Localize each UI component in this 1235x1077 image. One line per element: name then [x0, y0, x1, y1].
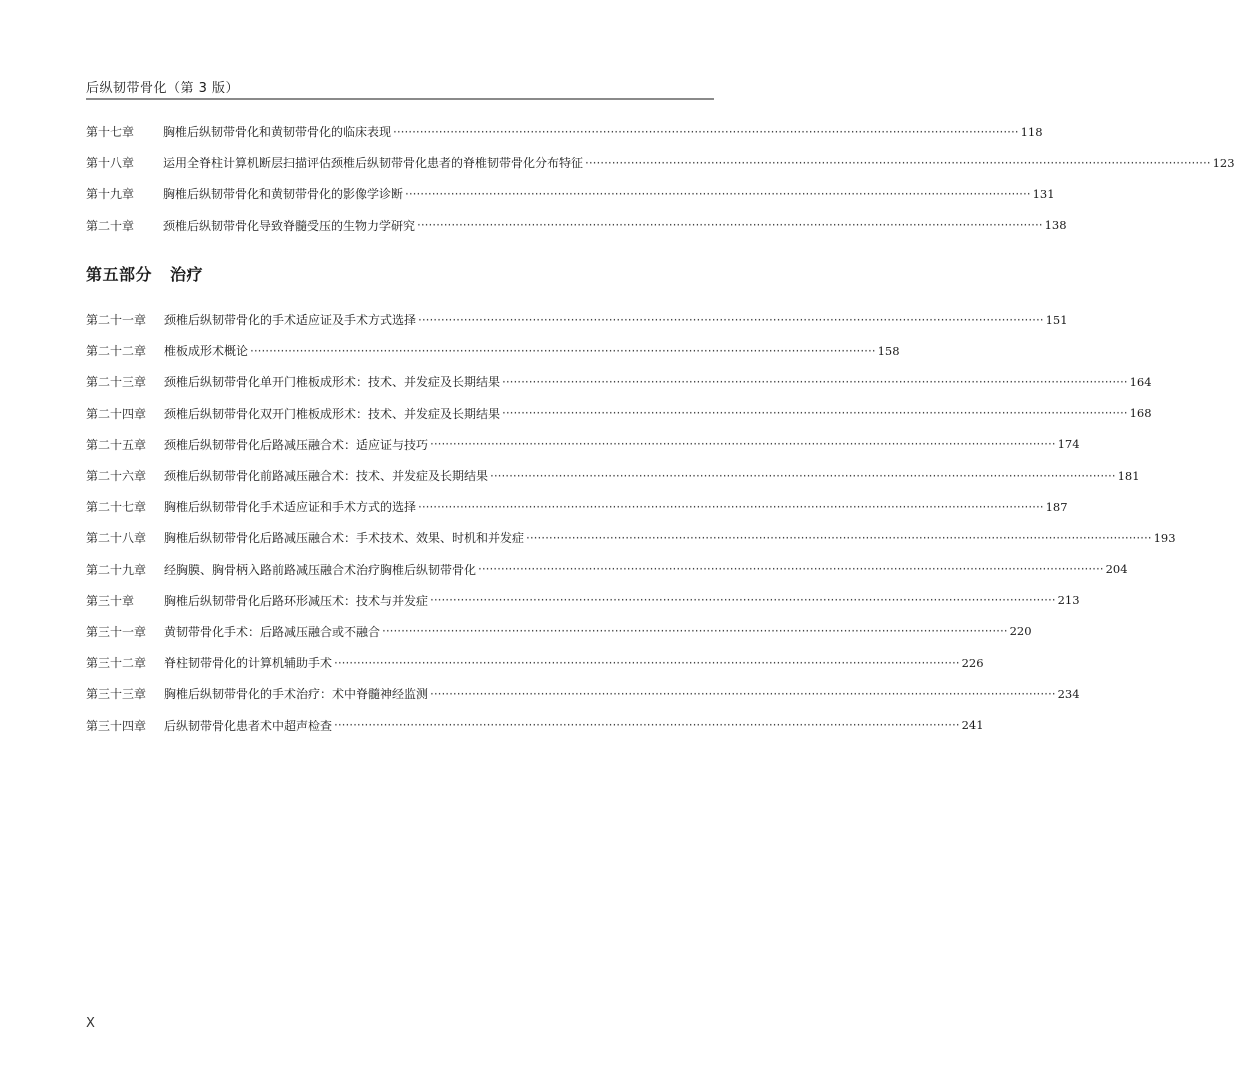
toc-entry[interactable]: [86, 178, 1055, 209]
toc-entry[interactable]: [86, 304, 1068, 335]
section-heading: [86, 262, 203, 285]
toc-entry[interactable]: [86, 522, 1176, 553]
toc-page-number: 168: [1129, 406, 1152, 421]
toc-dot-leader: [393, 125, 1019, 139]
toc-chapter-number: 第三十一章: [86, 624, 147, 639]
toc-chapter-title: 颈椎后纵韧带骨化单开门椎板成形术：技术、并发症及长期结果: [164, 375, 501, 390]
toc-entry[interactable]: [86, 429, 1080, 460]
toc-chapter-title: 胸椎后纵韧带骨化和黄韧带骨化的临床表现: [163, 125, 392, 140]
toc-chapter-number: 第十七章: [86, 125, 135, 140]
toc-chapter-title: 颈椎后纵韧带骨化前路减压融合术：技术、并发症及长期结果: [164, 469, 489, 484]
toc-chapter-number: 第二十九章: [86, 562, 147, 577]
running-header-title: 后纵韧带骨化（第 3 版）: [86, 81, 240, 96]
toc-page-number: 138: [1044, 218, 1067, 233]
toc-chapter-title: 颈椎后纵韧带骨化的手术适应证及手术方式选择: [164, 313, 417, 328]
toc-page-number: 118: [1020, 124, 1043, 139]
toc-page-number: 220: [1009, 624, 1032, 639]
toc-chapter-title: 颈椎后纵韧带骨化后路减压融合术：适应证与技巧: [164, 437, 429, 452]
toc-chapter-number: 第二十二章: [86, 344, 147, 359]
toc-chapter-title: 经胸膜、胸骨柄入路前路减压融合术治疗胸椎后纵韧带骨化: [164, 562, 477, 577]
toc-chapter-number: 第二十一章: [86, 313, 147, 328]
toc-chapter-title: 颈椎后纵韧带骨化导致脊髓受压的生物力学研究: [163, 218, 416, 233]
toc-chapter-title: 后纵韧带骨化患者术中超声检查: [164, 718, 333, 733]
toc-page-number: 226: [961, 655, 984, 670]
toc-entry[interactable]: [86, 210, 1067, 241]
toc-entry[interactable]: [86, 709, 984, 740]
toc-page-number: 187: [1045, 499, 1068, 514]
toc-dot-leader: [490, 469, 1116, 483]
toc-entry[interactable]: [86, 335, 900, 366]
toc-page-number: 164: [1129, 374, 1152, 389]
toc-page-number: 193: [1153, 530, 1176, 545]
toc-chapter-title: 胸椎后纵韧带骨化和黄韧带骨化的影像学诊断: [163, 187, 404, 202]
toc-entry[interactable]: [86, 491, 1068, 522]
toc-dot-leader: [430, 593, 1056, 607]
toc-chapter-number: 第二十六章: [86, 469, 147, 484]
toc-chapter-title: 黄韧带骨化手术：后路减压融合或不融合: [164, 624, 381, 639]
toc-page-number: 174: [1057, 437, 1080, 452]
toc-page-number: 181: [1117, 468, 1140, 483]
toc-dot-leader: [418, 313, 1044, 327]
toc-dot-leader: [430, 687, 1056, 701]
toc-chapter-number: 第二十八章: [86, 531, 147, 546]
toc-chapter-number: 第三十章: [86, 593, 135, 608]
toc-chapter-title: 胸椎后纵韧带骨化后路减压融合术：手术技术、效果、时机和并发症: [164, 531, 525, 546]
toc-entry[interactable]: [86, 398, 1152, 429]
toc-entry[interactable]: [86, 366, 1152, 397]
toc-dot-leader: [502, 375, 1128, 389]
toc-chapter-title: 运用全脊柱计算机断层扫描评估颈椎后纵韧带骨化患者的脊椎韧带骨化分布特征: [163, 156, 584, 171]
toc-dot-leader: [585, 156, 1211, 170]
toc-entry[interactable]: [86, 460, 1140, 491]
toc-chapter-number: 第十八章: [86, 156, 135, 171]
toc-page-number: 241: [961, 718, 984, 733]
toc-dot-leader: [430, 437, 1056, 451]
toc-dot-leader: [478, 562, 1104, 576]
header-rule: [86, 98, 714, 100]
toc-entry[interactable]: [86, 616, 1032, 647]
toc-chapter-title: 胸椎后纵韧带骨化后路环形减压术：技术与并发症: [164, 593, 429, 608]
toc-page-number: 131: [1032, 186, 1055, 201]
toc-chapter-number: 第二十章: [86, 218, 135, 233]
toc-dot-leader: [334, 656, 960, 670]
toc-dot-leader: [250, 344, 876, 358]
toc-chapter-number: 第二十三章: [86, 375, 147, 390]
toc-chapter-number: 第十九章: [86, 187, 135, 202]
toc-chapter-title: 椎板成形术概论: [164, 344, 249, 359]
page-folio: X: [86, 1016, 95, 1031]
toc-entry[interactable]: [86, 147, 1235, 178]
toc-entry[interactable]: [86, 585, 1080, 616]
toc-page-number: 234: [1057, 686, 1080, 701]
toc-page-number: 204: [1105, 562, 1128, 577]
toc-chapter-title: 脊柱韧带骨化的计算机辅助手术: [164, 656, 333, 671]
toc-page-number: 151: [1045, 312, 1068, 327]
toc-list-part-four: [86, 116, 1235, 241]
toc-entry[interactable]: [86, 554, 1128, 585]
toc-chapter-title: 胸椎后纵韧带骨化的手术治疗：术中脊髓神经监测: [164, 687, 429, 702]
section-name: 治疗: [170, 265, 204, 284]
toc-dot-leader: [334, 718, 960, 732]
toc-entry[interactable]: [86, 647, 984, 678]
section-part-label: 第五部分: [86, 265, 153, 284]
toc-page-number: 123: [1212, 155, 1235, 170]
toc-entry[interactable]: [86, 116, 1043, 147]
toc-dot-leader: [526, 531, 1152, 545]
toc-dot-leader: [382, 624, 1008, 638]
toc-list-part-five: [86, 304, 1176, 741]
toc-chapter-number: 第三十四章: [86, 718, 147, 733]
toc-dot-leader: [418, 500, 1044, 514]
toc-dot-leader: [502, 406, 1128, 420]
toc-page-number: 158: [877, 343, 900, 358]
toc-chapter-number: 第二十四章: [86, 406, 147, 421]
toc-chapter-number: 第三十二章: [86, 656, 147, 671]
toc-chapter-number: 第三十三章: [86, 687, 147, 702]
toc-chapter-number: 第二十七章: [86, 500, 147, 515]
toc-dot-leader: [417, 218, 1043, 232]
toc-chapter-title: 胸椎后纵韧带骨化手术适应证和手术方式的选择: [164, 500, 417, 515]
toc-page-number: 213: [1057, 593, 1080, 608]
toc-dot-leader: [405, 187, 1031, 201]
toc-chapter-number: 第二十五章: [86, 437, 147, 452]
toc-entry[interactable]: [86, 678, 1080, 709]
toc-chapter-title: 颈椎后纵韧带骨化双开门椎板成形术：技术、并发症及长期结果: [164, 406, 501, 421]
